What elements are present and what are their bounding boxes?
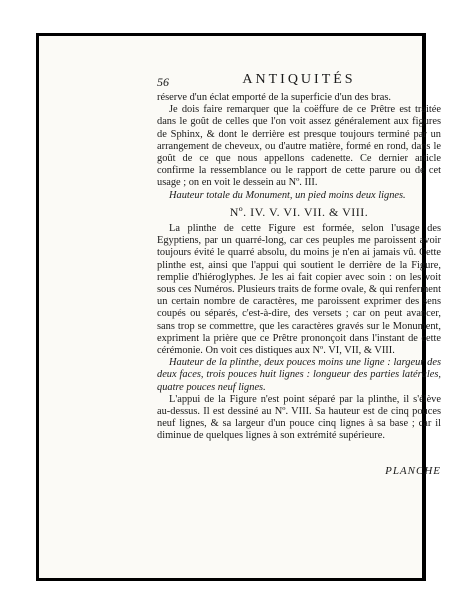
page-header <box>157 74 441 92</box>
page-content <box>157 74 441 483</box>
running-title: ANTIQUITÉS <box>242 72 356 87</box>
dimensions-note: Hauteur de la plinthe, deux pouces moins une ligne : largeur des deux faces, trois pouces huit lignes : longueur des parties latérales, quatre pouces neuf lignes. <box>157 357 441 393</box>
catchword-row <box>157 443 441 483</box>
paragraph-continuation: réserve d'un éclat emporté de la superficie d'un des bras. <box>157 92 391 103</box>
paragraph-support: L'appui de la Figure n'est point séparé par la plinthe, il s'élève au-dessus. Il est dessiné au Nº. VIII. Sa hauteur est de cinq pouces neuf lignes, & sa largeur d'un pouce cinq lignes à sa base ; car il diminue de quelques lignes à son extrémité supérieure. <box>157 393 441 442</box>
page-number: 56 <box>157 75 169 89</box>
paragraph-coiffure: Je dois faire remarquer que la coëffure de ce Prêtre est traitée dans le goût de celles que l'on voit assez généralement aux figures de Sphinx, & dont le derrière est presque toujours terminé par un arrangement de cheveux, ou d'autre matière, formé en rond, dans le goût de ce que nous appellons cadenette. Ce dernier article confirme la ressemblance ou le rapport de cette parure ou de cet usage ; on en voit le dessein au Nº. III. <box>157 104 441 189</box>
height-note: Hauteur totale du Monument, un pied moins deux lignes. <box>169 189 406 201</box>
paragraph-plinth: La plinthe de cette Figure est formée, selon l'usage des Egyptiens, par un quarré-long, car ces peuples me paroissent avoir toujours évité le quarré absolu, du moins je n'en ai jamais vû. Cette plinthe est, ainsi que l'appui qui soutient le derrière de la Figure, remplie d'hiéroglyphes. Je les ai fait copier avec soin : on les voit sous ces Numéros. Plusieurs traits de forme ovale, & qui renferment un certain nombre de caractères, me paroissent exprimer des sens coupés ou séparés, c'est-à-dire, des versets ; car on peut avancer, sans trop se commettre, que les caractères gravés sur le Monument, expriment la prière que ce Prêtre prononçoit dans l'instant de cette cérémonie. On voit ces distiques aux Nº. VI, VII, & VIII. <box>157 223 441 357</box>
book-page <box>36 33 441 581</box>
catchword: PLANCHE <box>385 464 441 477</box>
section-title: Nº. IV. V. VI. VII. & VIII. <box>229 204 369 219</box>
